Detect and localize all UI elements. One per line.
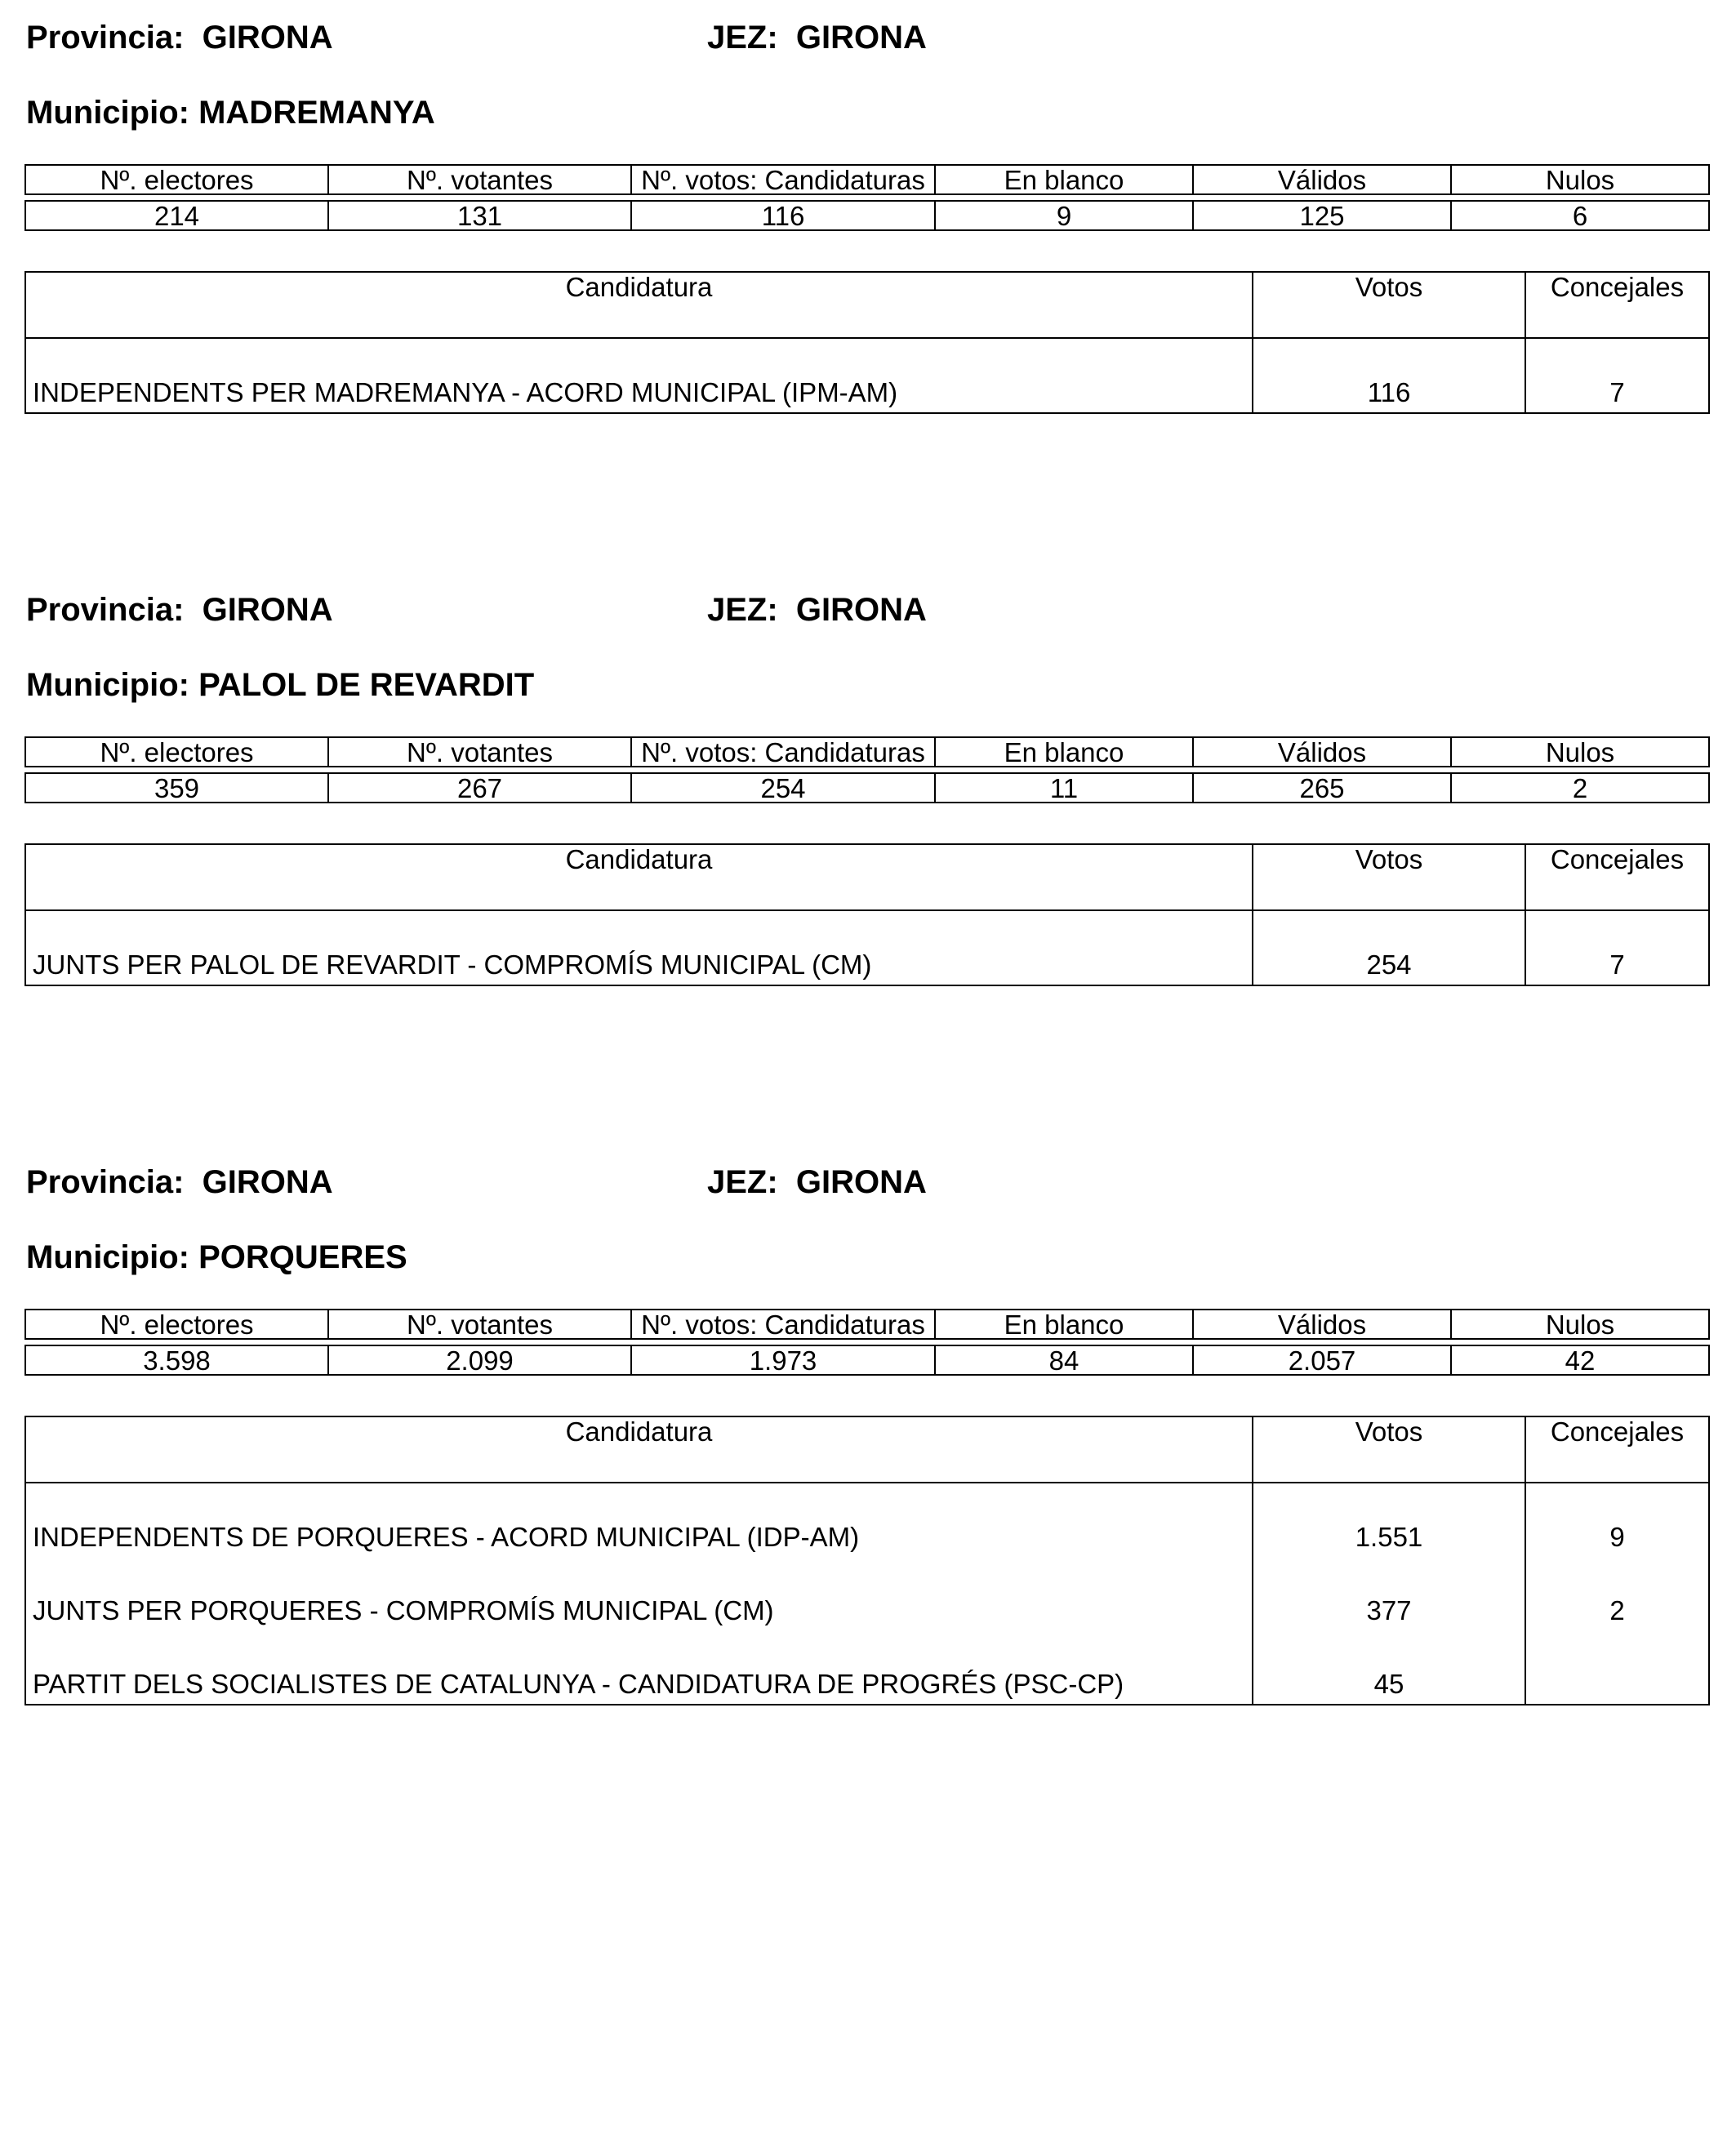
stats-header-en-blanco: En blanco [935,737,1193,767]
candidatura-votos: 377 [1253,1557,1525,1630]
candidatura-name: JUNTS PER PALOL DE REVARDIT - COMPROMÍS MUNICIPAL (CM) [25,910,1253,985]
candidatura-concejales: 7 [1525,910,1709,985]
stats-header-validos: Válidos [1193,737,1451,767]
candidatura-name: JUNTS PER PORQUERES - COMPROMÍS MUNICIPAL (CM) [25,1557,1253,1630]
table-row [25,910,1709,985]
table-row [25,338,1709,413]
candidatura-votos: 1.551 [1253,1483,1525,1557]
candidaturas-table [24,843,1710,986]
stats-header-votos-candidaturas: Nº. votos: Candidaturas [631,737,935,767]
provincia-heading: Provincia: GIRONA [26,20,333,56]
stats-header-votantes: Nº. votantes [328,1310,631,1339]
cand-header-votos: Votos [1253,272,1525,338]
cand-header-concejales: Concejales [1525,1416,1709,1483]
stats-value-electores: 359 [25,773,328,803]
jez-heading: JEZ: GIRONA [707,20,927,56]
municipio-section [0,572,1736,1144]
stats-header-electores: Nº. electores [25,165,328,194]
candidaturas-table [24,271,1710,414]
stats-header-electores: Nº. electores [25,737,328,767]
cand-header-candidatura: Candidatura [25,272,1253,338]
stats-table [24,164,1710,231]
stats-table [24,1309,1710,1376]
jez-value: GIRONA [795,20,927,56]
candidatura-votos: 45 [1253,1630,1525,1705]
jez-value: GIRONA [795,592,927,628]
candidatura-votos: 254 [1253,910,1525,985]
cand-header-candidatura: Candidatura [25,844,1253,910]
municipio-value: PALOL DE REVARDIT [198,667,535,703]
stats-value-votantes: 267 [328,773,631,803]
stats-value-en-blanco: 84 [935,1345,1193,1375]
candidatura-concejales: 2 [1525,1557,1709,1630]
candidatura-concejales [1525,1630,1709,1705]
table-row [25,1630,1709,1705]
candidaturas-table [24,1416,1710,1705]
municipio-heading: Municipio: PORQUERES [26,1239,407,1275]
stats-value-votos-candidaturas: 254 [631,773,935,803]
stats-value-votantes: 2.099 [328,1345,631,1375]
candidatura-concejales: 9 [1525,1483,1709,1557]
stats-value-nulos: 42 [1451,1345,1709,1375]
jez-heading: JEZ: GIRONA [707,1164,927,1200]
cand-header-concejales: Concejales [1525,844,1709,910]
municipio-section [0,1145,1736,1716]
provincia-heading: Provincia: GIRONA [26,592,333,628]
stats-header-nulos: Nulos [1451,1310,1709,1339]
jez-value: GIRONA [795,1164,927,1200]
candidatura-concejales: 7 [1525,338,1709,413]
municipio-heading: Municipio: PALOL DE REVARDIT [26,667,535,703]
stats-header-votos-candidaturas: Nº. votos: Candidaturas [631,165,935,194]
stats-value-nulos: 6 [1451,201,1709,230]
municipio-section [0,0,1736,571]
stats-value-electores: 3.598 [25,1345,328,1375]
cand-header-votos: Votos [1253,844,1525,910]
table-row [25,1483,1709,1557]
cand-header-votos: Votos [1253,1416,1525,1483]
stats-value-electores: 214 [25,201,328,230]
provincia-value: GIRONA [202,592,333,628]
stats-value-validos: 265 [1193,773,1451,803]
stats-header-electores: Nº. electores [25,1310,328,1339]
stats-header-nulos: Nulos [1451,737,1709,767]
stats-value-nulos: 2 [1451,773,1709,803]
municipio-heading: Municipio: MADREMANYA [26,95,435,131]
stats-header-validos: Válidos [1193,165,1451,194]
stats-header-validos: Válidos [1193,1310,1451,1339]
stats-value-votos-candidaturas: 116 [631,201,935,230]
stats-header-votos-candidaturas: Nº. votos: Candidaturas [631,1310,935,1339]
provincia-value: GIRONA [202,20,333,56]
stats-value-en-blanco: 11 [935,773,1193,803]
candidatura-name: INDEPENDENTS PER MADREMANYA - ACORD MUNICIPAL (IPM-AM) [25,338,1253,413]
stats-value-en-blanco: 9 [935,201,1193,230]
stats-header-votantes: Nº. votantes [328,737,631,767]
table-row [25,1557,1709,1630]
stats-value-votantes: 131 [328,201,631,230]
candidatura-name: INDEPENDENTS DE PORQUERES - ACORD MUNICIPAL (IDP-AM) [25,1483,1253,1557]
stats-value-validos: 125 [1193,201,1451,230]
provincia-value: GIRONA [202,1164,333,1200]
cand-header-candidatura: Candidatura [25,1416,1253,1483]
stats-header-en-blanco: En blanco [935,165,1193,194]
municipio-value: MADREMANYA [198,95,435,131]
stats-header-en-blanco: En blanco [935,1310,1193,1339]
jez-heading: JEZ: GIRONA [707,592,927,628]
candidatura-name: PARTIT DELS SOCIALISTES DE CATALUNYA - CANDIDATURA DE PROGRÉS (PSC-CP) [25,1630,1253,1705]
municipio-value: PORQUERES [198,1239,407,1275]
stats-value-votos-candidaturas: 1.973 [631,1345,935,1375]
stats-header-votantes: Nº. votantes [328,165,631,194]
provincia-heading: Provincia: GIRONA [26,1164,333,1200]
candidatura-votos: 116 [1253,338,1525,413]
stats-value-validos: 2.057 [1193,1345,1451,1375]
stats-table [24,736,1710,803]
cand-header-concejales: Concejales [1525,272,1709,338]
stats-header-nulos: Nulos [1451,165,1709,194]
